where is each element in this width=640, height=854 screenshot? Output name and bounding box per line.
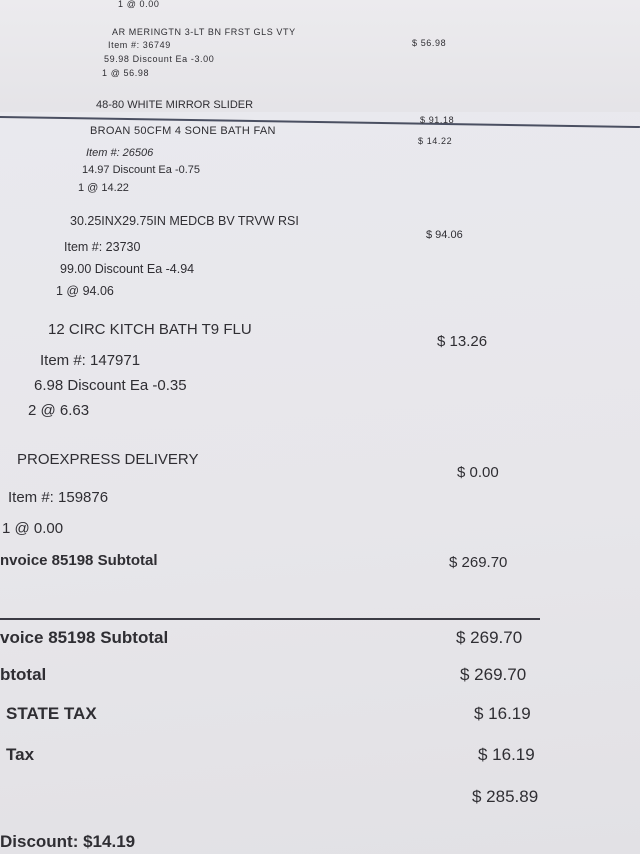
line-item-price: $ 94.06 [426,229,463,241]
summary-value: $ 16.19 [478,745,535,764]
line-item-number: Item #: 147971 [40,352,141,369]
line-item-qty: 2 @ 6.63 [28,402,90,419]
line-item-number: Item #: 159876 [8,489,109,506]
summary-divider [0,618,540,620]
line-item-qty: 1 @ 56.98 [102,68,150,78]
line-item-qty: 1 @ 0.00 [2,520,64,537]
line-item-discount: 59.98 Discount Ea -3.00 [104,54,215,64]
summary-label: voice 85198 Subtotal [0,628,169,647]
line-item-number: Item #: 23730 [64,240,141,254]
line-item-number: Item #: 26506 [86,147,154,159]
line-item-price: $ 14.22 [418,136,453,146]
summary-value: $ 269.70 [456,628,523,647]
line-item-desc: 48-80 WHITE MIRROR SLIDER [96,99,254,111]
summary-value: $ 16.19 [474,704,531,723]
line-item-qty: 1 @ 94.06 [56,284,114,298]
summary-label: STATE TAX [6,704,97,723]
summary-label: btotal [0,665,47,684]
line-item-desc: 12 CIRC KITCH BATH T9 FLU [48,321,252,338]
invoice-subtotal-label: nvoice 85198 Subtotal [0,552,158,569]
summary-label: Tax [6,745,35,764]
line-item-price: $ 13.26 [437,333,488,350]
line-item-discount: 14.97 Discount Ea -0.75 [82,164,201,176]
line-item-desc: BROAN 50CFM 4 SONE BATH FAN [90,125,276,137]
grand-total-value: $ 285.89 [472,787,539,806]
line-item-desc: AR MERINGTN 3-LT BN FRST GLS VTY [112,27,296,37]
summary-value: $ 269.70 [460,665,527,684]
discount-total-label: Discount: $14.19 [0,832,136,851]
line-item-price: $ 91.18 [420,115,455,125]
line-item-discount: 99.00 Discount Ea -4.94 [60,262,195,276]
line-item-qty: 1 @ 0.00 [118,0,160,9]
invoice-subtotal-value: $ 269.70 [449,554,508,571]
line-item-number: Item #: 36749 [108,40,171,50]
line-item-desc: PROEXPRESS DELIVERY [17,451,199,468]
line-item-price: $ 0.00 [457,464,499,481]
line-item-qty: 1 @ 14.22 [78,182,129,194]
line-item-discount: 6.98 Discount Ea -0.35 [34,377,187,394]
line-item-desc: 30.25INX29.75IN MEDCB BV TRVW RSI [70,214,299,228]
line-item-price: $ 56.98 [412,38,447,48]
